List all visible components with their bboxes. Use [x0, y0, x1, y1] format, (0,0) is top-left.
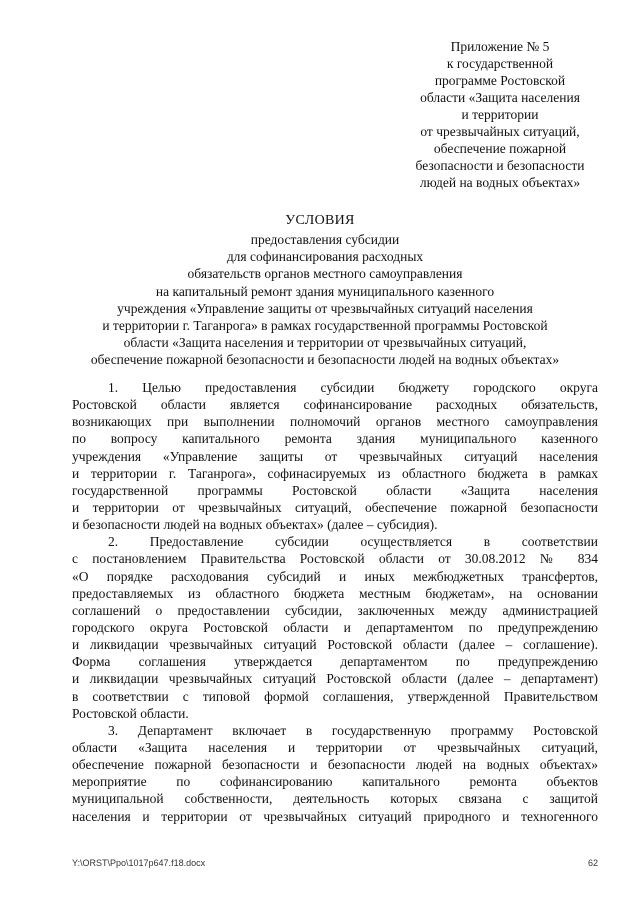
- paragraph-line: муниципальной собственности, деятельность которых связана с защитой: [72, 791, 598, 807]
- paragraph-line: и территории от чрезвычайных ситуаций, обеспечение пожарной безопасности: [72, 499, 598, 515]
- subtitle-line: предоставления субсидии: [250, 232, 400, 247]
- appendix-header: [390, 38, 610, 191]
- subtitle-line: области «Защита населения и территории от чрезвычайных ситуаций,: [123, 335, 527, 351]
- subtitle-line: на капитальный ремонт здания муниципального казенного: [155, 283, 495, 299]
- paragraph-line: соглашений о предоставлении субсидии, заключенных между администрацией: [72, 602, 598, 618]
- paragraph-3: [72, 722, 598, 825]
- appendix-line: людей на водных объектах»: [419, 175, 581, 190]
- appendix-line: безопасности и безопасности: [415, 158, 585, 173]
- paragraph-2: [72, 533, 598, 722]
- appendix-line: и территории: [461, 107, 539, 122]
- file-path: Y:\ORST\Ppo\1017p647.f18.docx: [72, 858, 206, 868]
- paragraph-line: государственной программы Ростовской области «Защита населения: [72, 482, 598, 498]
- paragraph-line: по вопросу капитального ремонта здания муниципального казенного: [72, 431, 598, 447]
- paragraph-line: учреждения «Управление защиты от чрезвычайных ситуаций населения: [72, 448, 598, 464]
- appendix-line: к государственной: [446, 56, 554, 71]
- appendix-line: Приложение № 5: [450, 39, 550, 54]
- paragraph-1: [72, 379, 598, 533]
- paragraph-line: возникающих при выполнении полномочий органов местного самоуправления: [72, 414, 598, 430]
- paragraph-line: обеспечение пожарной безопасности и безопасности людей на водных объектах»: [72, 757, 598, 773]
- appendix-line: программе Ростовской: [434, 73, 566, 88]
- paragraph-line: 3. Департамент включает в государственную программу Ростовской: [108, 722, 598, 738]
- paragraph-line: Ростовской области является софинансирование расходных обязательств,: [72, 397, 598, 413]
- paragraph-line: мероприятие по софинансированию капитального ремонта объектов: [72, 774, 598, 790]
- appendix-line: обеспечение пожарной: [433, 141, 567, 156]
- paragraph-line: 1. Целью предоставления субсидии бюджету городского округа: [108, 380, 598, 395]
- document-title: УСЛОВИЯ: [285, 213, 355, 228]
- paragraph-line: 2. Предоставление субсидии осуществляется в соответствии: [108, 534, 598, 550]
- document-subtitle: [50, 231, 600, 369]
- appendix-line: от чрезвычайных ситуаций,: [420, 124, 580, 139]
- paragraph-line: и ликвидации чрезвычайных ситуаций Ростовской области (далее – департамент): [72, 671, 598, 687]
- paragraph-line: городского округа Ростовской области и департаментом по предупреждению: [72, 619, 598, 635]
- subtitle-line: обязательств органов местного самоуправления: [187, 266, 463, 282]
- paragraph-line: населения и территории от чрезвычайных ситуаций природного и техногенного: [72, 808, 598, 824]
- subtitle-line: учреждения «Управление защиты от чрезвычайных ситуаций населения: [117, 300, 533, 316]
- paragraph-line: Форма соглашения утверждается департаментом по предупреждению: [72, 654, 598, 670]
- paragraph-line: и безопасности людей на водных объектах» (далее – субсидия).: [72, 517, 438, 533]
- paragraph-line: и ликвидации чрезвычайных ситуаций Ростовской области (далее – соглашение).: [72, 637, 598, 653]
- paragraph-line: предоставляемых из областного бюджета местным бюджетам», на основании: [72, 585, 598, 601]
- subtitle-line: и территории г. Таганрога» в рамках государственной программы Ростовской: [102, 318, 548, 334]
- paragraph-line: Ростовской области.: [72, 705, 189, 721]
- appendix-line: области «Защита населения: [420, 90, 580, 105]
- paragraph-line: с постановлением Правительства Ростовской области от 30.08.2012 № 834: [72, 551, 598, 567]
- paragraph-line: в соответствии с типовой формой соглашения, утвержденной Правительством: [72, 688, 598, 704]
- document-body: [72, 379, 598, 825]
- page-number: 62: [587, 858, 598, 868]
- paragraph-line: области «Защита населения и территории от чрезвычайных ситуаций,: [72, 739, 598, 755]
- subtitle-line: обеспечение пожарной безопасности и безопасности людей на водных объектах»: [90, 352, 560, 368]
- subtitle-line: для софинансирования расходных: [226, 249, 424, 265]
- paragraph-line: и территории г. Таганрога», софинасируемых из областного бюджета в рамках: [72, 465, 598, 481]
- paragraph-line: «О порядке расходования субсидий и иных межбюджетных трансфертов,: [72, 568, 598, 584]
